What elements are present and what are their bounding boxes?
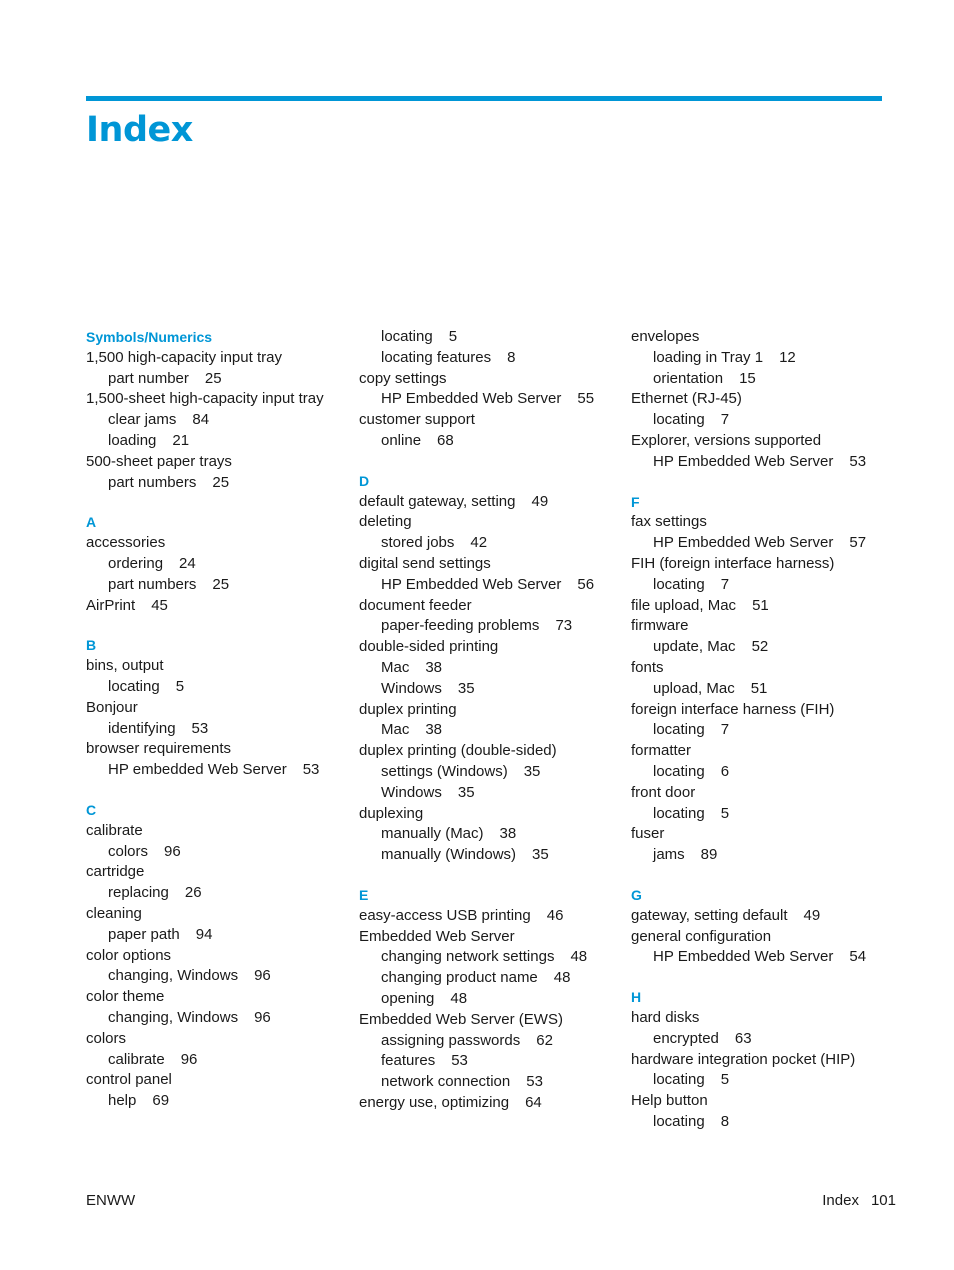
entry-term: digital send settings (359, 554, 491, 572)
entry-term: locating (653, 1071, 705, 1089)
index-entry (631, 1008, 901, 1029)
index-subentry (631, 1070, 901, 1091)
index-entry (631, 431, 901, 452)
index-letter-heading: H (631, 989, 642, 1006)
entry-term: clear jams (108, 411, 177, 429)
page-reference-link[interactable]: 7 (720, 411, 730, 429)
entry-term: HP Embedded Web Server (381, 390, 562, 408)
page-title: Index (86, 110, 193, 150)
entry-term: changing, Windows (108, 1008, 239, 1026)
index-entry (86, 739, 356, 760)
page-reference-link[interactable]: 53 (526, 1073, 543, 1091)
index-subentry (631, 947, 901, 968)
index-subentry (86, 473, 356, 494)
entry-term: hardware integration pocket (HIP) (631, 1050, 856, 1068)
index-group (86, 327, 356, 493)
index-column-2 (359, 327, 629, 1114)
page-reference-link[interactable]: 52 (751, 638, 769, 656)
entry-term: changing, Windows (108, 967, 239, 985)
entry-term: Explorer, versions supported (631, 431, 822, 449)
page-reference-link[interactable]: 55 (577, 390, 595, 408)
index-entry (631, 783, 901, 804)
entry-term: Windows (381, 679, 442, 697)
index-subentry (359, 327, 629, 348)
page-reference-link[interactable]: 25 (212, 575, 230, 593)
entry-term: front door (631, 783, 696, 801)
entry-term: duplex printing (359, 700, 457, 718)
page-reference-link[interactable]: 35 (457, 679, 475, 697)
entry-term: online (381, 431, 422, 449)
entry-term: FIH (foreign interface harness) (631, 554, 835, 572)
page-reference-link[interactable]: 21 (172, 431, 190, 449)
entry-term: settings (Windows) (381, 762, 508, 780)
index-group (631, 492, 901, 866)
entry-term: features (381, 1052, 436, 1070)
entry-term: Mac (381, 721, 410, 739)
index-entry (86, 1029, 356, 1050)
entry-term: Windows (381, 783, 442, 801)
page-reference-link[interactable]: 53 (302, 761, 320, 779)
index-subentry (86, 842, 356, 863)
entry-term: locating (381, 328, 433, 345)
index-subentry (359, 989, 629, 1010)
entry-term: replacing (108, 884, 169, 902)
index-entry (359, 492, 629, 513)
entry-term: identifying (108, 719, 176, 737)
page-reference-link[interactable]: 94 (195, 925, 213, 943)
entry-term: calibrate (86, 821, 143, 839)
page-reference-link[interactable]: 6 (720, 762, 730, 780)
entry-term: upload, Mac (653, 679, 735, 697)
entry-term: changing network settings (381, 948, 555, 966)
entry-term: colors (86, 1029, 127, 1047)
entry-term: fonts (631, 658, 664, 676)
index-entry (631, 927, 901, 948)
page-reference-link[interactable]: 49 (803, 906, 821, 924)
index-entry (631, 741, 901, 762)
page-reference-link[interactable]: 8 (507, 348, 516, 366)
entry-term: double-sided printing (359, 638, 499, 656)
footer-page-number: 101 (870, 1192, 896, 1209)
index-entry (631, 596, 901, 617)
entry-term: 500-sheet paper trays (86, 452, 232, 470)
index-group (86, 635, 356, 781)
entry-term: fuser (631, 825, 665, 843)
index-subentry (631, 369, 901, 390)
entry-term: HP Embedded Web Server (381, 575, 562, 593)
entry-term: loading in Tray 1 (653, 348, 764, 366)
entry-term: duplex printing (double-sided) (359, 742, 557, 760)
page-reference-link[interactable]: 64 (525, 1093, 542, 1111)
index-entry (86, 1070, 356, 1091)
index-entry (631, 327, 901, 348)
page-reference-link[interactable]: 25 (212, 473, 230, 491)
entry-term: stored jobs (381, 534, 455, 552)
footer-section: Index (822, 1192, 859, 1209)
entry-term: control panel (86, 1071, 172, 1089)
index-entry (631, 389, 901, 410)
index-subentry (86, 554, 356, 575)
index-entry (359, 927, 629, 948)
index-entry (86, 389, 356, 410)
page-reference-link[interactable]: 24 (179, 554, 196, 572)
entry-term: encrypted (653, 1029, 719, 1047)
index-subentry (359, 431, 629, 452)
page-reference-link[interactable]: 42 (470, 534, 488, 552)
index-entry (359, 906, 629, 927)
entry-term: locating (653, 411, 705, 429)
index-entry (359, 410, 629, 431)
index-subentry (359, 720, 629, 741)
index-subentry (631, 762, 901, 783)
entry-term: foreign interface harness (FIH) (631, 700, 835, 718)
footer-doc-code: ENWW (86, 1192, 136, 1209)
entry-term: update, Mac (653, 638, 736, 656)
entry-term: color options (86, 946, 172, 964)
entry-term: firmware (631, 617, 689, 635)
index-subentry (86, 677, 356, 698)
index-subentry (631, 845, 901, 866)
page-reference-link[interactable]: 68 (437, 431, 454, 449)
index-group (359, 471, 629, 866)
entry-term: color theme (86, 988, 165, 1006)
entry-term: default gateway, setting (359, 492, 516, 510)
index-letter-heading: G (631, 886, 642, 903)
page-reference-link[interactable]: 51 (750, 679, 768, 697)
entry-term: document feeder (359, 596, 472, 614)
page-reference-link[interactable]: 38 (499, 825, 517, 843)
page-reference-link[interactable]: 57 (849, 534, 867, 552)
entry-term: part number (108, 369, 189, 387)
index-subentry (359, 575, 629, 596)
index-entry (359, 1010, 629, 1031)
page-reference-link[interactable]: 53 (451, 1052, 468, 1070)
title-rule (86, 96, 882, 101)
entry-term: HP Embedded Web Server (653, 948, 834, 966)
index-letter-heading: A (86, 514, 97, 531)
index-entry (86, 862, 356, 883)
entry-term: energy use, optimizing (359, 1093, 510, 1111)
entry-term: deleting (359, 513, 412, 531)
page-reference-link[interactable]: 26 (184, 884, 202, 902)
page-reference-link[interactable]: 48 (450, 989, 468, 1007)
page-reference-link[interactable]: 5 (720, 804, 730, 822)
index-subentry (86, 410, 356, 431)
index-subentry (86, 883, 356, 904)
page-reference-link[interactable]: 96 (180, 1050, 198, 1068)
entry-term: bins, output (86, 657, 164, 675)
entry-term: part numbers (108, 473, 197, 491)
index-entry (86, 348, 356, 369)
index-column-3 (631, 327, 901, 1133)
index-letter-heading: Symbols/Numerics (86, 329, 213, 345)
entry-term: Bonjour (86, 698, 138, 716)
entry-term: jams (653, 846, 685, 864)
index-entry (86, 656, 356, 677)
index-subentry (86, 1008, 356, 1029)
entry-term: general configuration (631, 927, 772, 945)
index-letter-heading: E (359, 886, 369, 903)
entry-term: opening (381, 989, 435, 1007)
entry-term: Embedded Web Server (EWS) (359, 1010, 563, 1028)
index-group (359, 327, 629, 452)
index-subentry (359, 968, 629, 989)
index-subentry (631, 637, 901, 658)
index-subentry (86, 575, 356, 596)
index-subentry (86, 925, 356, 946)
page-reference-link[interactable]: 73 (555, 617, 573, 635)
index-entry (631, 658, 901, 679)
entry-term: copy settings (359, 369, 447, 387)
entry-term: formatter (631, 742, 692, 760)
index-group (86, 800, 356, 1112)
index-entry (86, 821, 356, 842)
index-entry (359, 700, 629, 721)
page-reference-link[interactable]: 84 (192, 411, 210, 429)
page-reference-link[interactable]: 53 (849, 452, 867, 470)
index-subentry (359, 762, 629, 783)
page-reference-link[interactable]: 62 (536, 1031, 553, 1049)
index-entry (86, 533, 356, 554)
page-reference-link[interactable]: 63 (734, 1029, 752, 1047)
entry-term: HP Embedded Web Server (653, 534, 834, 552)
index-subentry (359, 658, 629, 679)
entry-term: Help button (631, 1092, 708, 1110)
page-reference-link[interactable]: 48 (553, 969, 571, 987)
index-group (359, 885, 629, 1114)
index-letter-heading: B (86, 637, 97, 654)
entry-term: customer support (359, 411, 475, 429)
entry-term: network connection (381, 1073, 511, 1091)
entry-term: locating (653, 575, 705, 593)
page-reference-link[interactable]: 46 (546, 906, 564, 924)
page-reference-link[interactable]: 45 (151, 596, 168, 614)
page-reference-link[interactable]: 51 (752, 596, 769, 614)
index-subentry (631, 1029, 901, 1050)
index-entry (631, 700, 901, 721)
index-entry (86, 452, 356, 473)
page-reference-link[interactable]: 96 (254, 1008, 271, 1026)
index-subentry (86, 1050, 356, 1071)
index-column-1 (86, 327, 356, 1112)
index-letter-heading: C (86, 801, 97, 818)
entry-term: locating (108, 677, 160, 695)
page-reference-link[interactable]: 38 (425, 658, 443, 676)
index-entry (631, 1091, 901, 1112)
page-reference-link[interactable]: 56 (577, 575, 595, 593)
entry-term: help (108, 1092, 137, 1110)
index-subentry (631, 533, 901, 554)
entry-term: orientation (653, 369, 724, 387)
index-subentry (359, 824, 629, 845)
page-reference-link[interactable]: 96 (164, 842, 181, 860)
index-subentry (86, 431, 356, 452)
page-reference-link[interactable]: 89 (700, 846, 718, 864)
page-reference-link[interactable]: 8 (720, 1112, 730, 1130)
page-reference-link[interactable]: 5 (720, 1071, 730, 1089)
index-subentry (631, 1112, 901, 1133)
index-entry (86, 946, 356, 967)
index-entry (631, 554, 901, 575)
index-entry (631, 616, 901, 637)
index-entry (631, 1050, 901, 1071)
page-reference-link[interactable]: 38 (425, 721, 443, 739)
index-subentry (359, 947, 629, 968)
entry-term: envelopes (631, 328, 700, 345)
page-reference-link[interactable]: 48 (570, 948, 588, 966)
page-reference-link[interactable]: 5 (175, 677, 185, 695)
index-subentry (86, 369, 356, 390)
entry-term: locating (653, 721, 705, 739)
index-subentry (631, 720, 901, 741)
index-entry (359, 554, 629, 575)
index-entry (359, 804, 629, 825)
index-subentry (359, 616, 629, 637)
index-subentry (86, 760, 356, 781)
entry-term: 1,500-sheet high-capacity input tray (86, 390, 324, 408)
index-entry (86, 596, 356, 617)
page-reference-link[interactable]: 12 (779, 348, 796, 366)
entry-term: ordering (108, 554, 164, 572)
index-entry (631, 906, 901, 927)
index-entry (631, 824, 901, 845)
index-entry (631, 512, 901, 533)
entry-term: HP Embedded Web Server (653, 452, 834, 470)
entry-term: 1,500 high-capacity input tray (86, 348, 282, 366)
index-subentry (631, 575, 901, 596)
index-entry (86, 698, 356, 719)
entry-term: paper-feeding problems (381, 617, 540, 635)
page-reference-link[interactable]: 49 (531, 492, 549, 510)
entry-term: fax settings (631, 513, 707, 531)
index-subentry (359, 1051, 629, 1072)
index-subentry (359, 783, 629, 804)
page-reference-link[interactable]: 25 (204, 369, 222, 387)
index-letter-heading: F (631, 493, 640, 510)
entry-term: manually (Mac) (381, 825, 484, 843)
page-reference-link[interactable]: 7 (720, 575, 730, 593)
entry-term: paper path (108, 925, 180, 943)
entry-term: file upload, Mac (631, 596, 737, 614)
entry-term: calibrate (108, 1050, 165, 1068)
entry-term: Ethernet (RJ-45) (631, 390, 742, 408)
entry-term: AirPrint (86, 596, 136, 614)
entry-term: locating (653, 804, 705, 822)
page-reference-link[interactable]: 96 (254, 967, 271, 985)
index-subentry (86, 966, 356, 987)
page-reference-link[interactable]: 5 (448, 328, 458, 345)
entry-term: colors (108, 842, 149, 860)
page-reference-link[interactable]: 35 (523, 762, 541, 780)
index-entry (359, 369, 629, 390)
entry-term: accessories (86, 534, 166, 552)
index-subentry (359, 348, 629, 369)
index-subentry (631, 679, 901, 700)
entry-term: Mac (381, 658, 410, 676)
index-entry (359, 1093, 629, 1114)
index-subentry (359, 1072, 629, 1093)
index-subentry (359, 1031, 629, 1052)
index-subentry (86, 719, 356, 740)
index-subentry (359, 389, 629, 410)
entry-term: loading (108, 431, 157, 449)
page-reference-link[interactable]: 69 (152, 1092, 170, 1110)
entry-term: easy-access USB printing (359, 906, 531, 924)
index-subentry (86, 1091, 356, 1112)
index-letter-heading: D (359, 472, 370, 489)
page-reference-link[interactable]: 15 (739, 369, 756, 387)
index-entry (86, 904, 356, 925)
entry-term: cartridge (86, 863, 145, 881)
page-reference-link[interactable]: 54 (849, 948, 867, 966)
index-subentry (359, 845, 629, 866)
entry-term: locating features (381, 348, 492, 366)
entry-term: locating (653, 762, 705, 780)
entry-term: gateway, setting default (631, 906, 788, 924)
index-entry (359, 596, 629, 617)
index-entry (86, 987, 356, 1008)
index-entry (359, 637, 629, 658)
index-subentry (631, 348, 901, 369)
index-subentry (631, 452, 901, 473)
entry-term: assigning passwords (381, 1031, 521, 1049)
entry-term: changing product name (381, 969, 538, 987)
index-group (86, 512, 356, 616)
index-subentry (631, 804, 901, 825)
page-reference-link[interactable]: 53 (191, 719, 209, 737)
index-entry (359, 741, 629, 762)
page-reference-link[interactable]: 7 (720, 721, 730, 739)
index-subentry (631, 410, 901, 431)
entry-term: cleaning (86, 904, 142, 922)
entry-term: HP embedded Web Server (108, 761, 287, 779)
entry-term: part numbers (108, 575, 197, 593)
page-reference-link[interactable]: 35 (532, 846, 549, 864)
entry-term: hard disks (631, 1008, 700, 1026)
index-group (631, 327, 901, 473)
index-group (631, 987, 901, 1133)
entry-term: browser requirements (86, 740, 232, 758)
index-entry (359, 512, 629, 533)
index-group (631, 885, 901, 968)
entry-term: locating (653, 1112, 705, 1130)
entry-term: manually (Windows) (381, 846, 517, 864)
footer-page-label (822, 1191, 896, 1211)
entry-term: Embedded Web Server (359, 927, 515, 945)
page-reference-link[interactable]: 35 (457, 783, 475, 801)
index-subentry (359, 679, 629, 700)
index-subentry (359, 533, 629, 554)
entry-term: duplexing (359, 804, 424, 822)
